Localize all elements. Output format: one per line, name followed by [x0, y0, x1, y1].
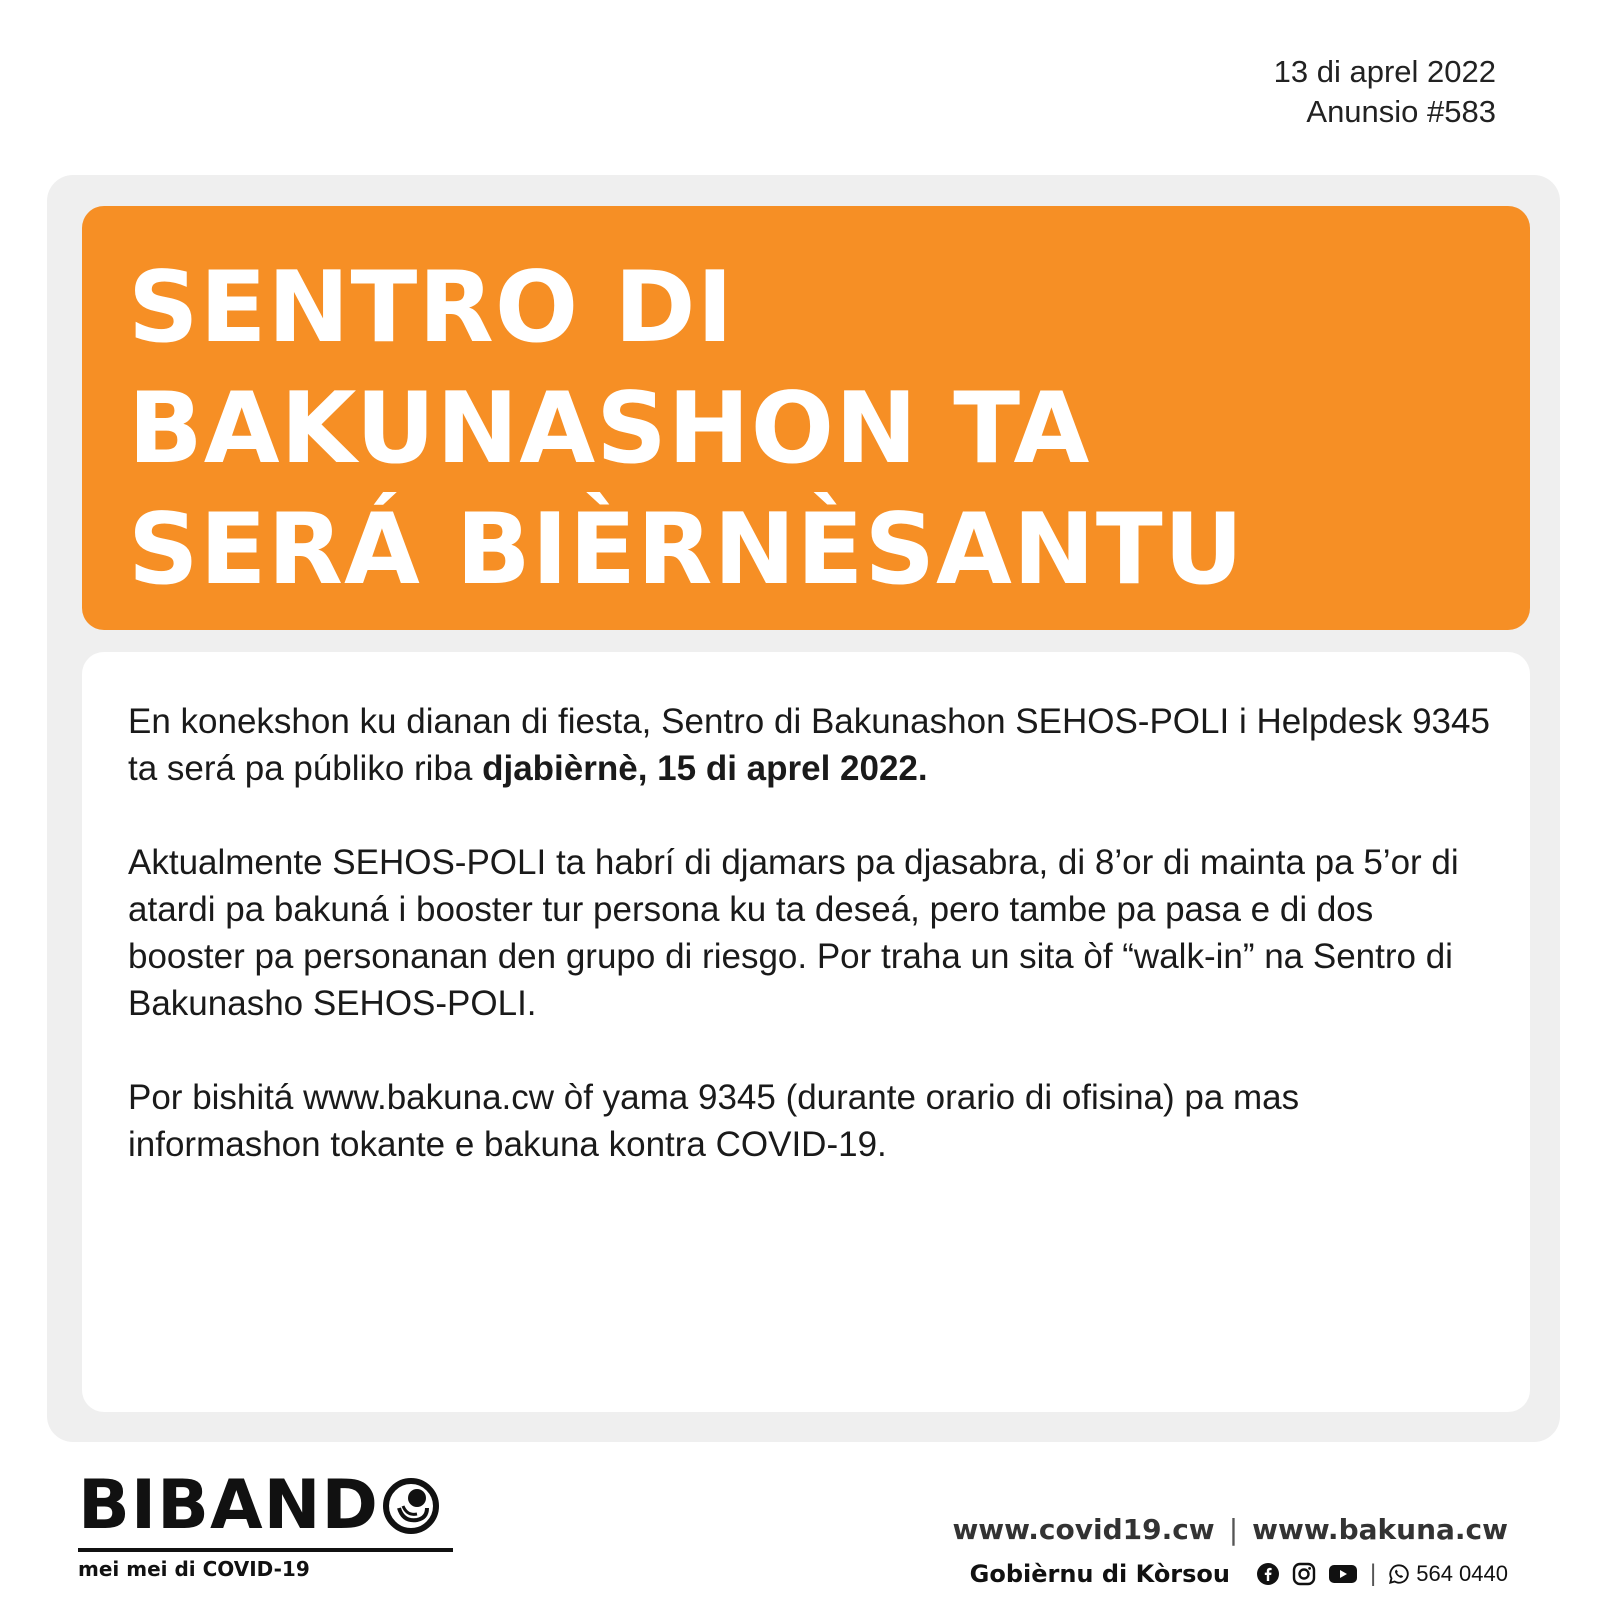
footer-urls: [952, 1510, 1508, 1550]
footer-contact: [952, 1510, 1508, 1594]
url-separator: |: [1228, 1513, 1239, 1546]
logo-tagline: mei mei di COVID-19: [78, 1557, 310, 1581]
announcement-date: 13 di aprel 2022: [1273, 54, 1496, 89]
closure-date: djabièrnè, 15 di aprel 2022.: [482, 749, 928, 788]
headline-line-2: BAKUNASHON TA: [128, 372, 1091, 486]
announcement-body: [82, 652, 1530, 1412]
phone-separator: |: [1370, 1560, 1377, 1587]
logo-word: BIBAND: [78, 1466, 379, 1545]
social-icons: [1256, 1562, 1358, 1586]
announcement-meta: [1274, 52, 1496, 132]
facebook-icon[interactable]: [1256, 1562, 1280, 1586]
bibando-logo: [78, 1466, 453, 1584]
youtube-icon[interactable]: [1328, 1562, 1358, 1586]
whatsapp-icon: [1388, 1563, 1410, 1585]
logo-o-mark-icon: [381, 1476, 441, 1536]
covid19-link[interactable]: www.covid19.cw: [952, 1513, 1215, 1546]
footer-contact-row: [952, 1554, 1508, 1594]
headline-line-3: SERÁ BIÈRNÈSANTU: [128, 493, 1245, 607]
instagram-icon[interactable]: [1292, 1562, 1316, 1586]
bakuna-link[interactable]: www.bakuna.cw: [1252, 1513, 1508, 1546]
phone-number: 564 0440: [1416, 1561, 1508, 1586]
announcement-number: Anunsio #583: [1306, 94, 1496, 129]
logo-divider: [78, 1548, 453, 1552]
paragraph-closure-text: En konekshon ku dianan di fiesta, Sentro di Bakunashon SEHOS-POLI i Helpdesk 9345 ta será pa públiko riba: [128, 702, 1490, 788]
government-name: Gobièrnu di Kòrsou: [969, 1560, 1230, 1588]
headline-title: [128, 248, 1244, 611]
headline-line-1: SENTRO DI: [128, 251, 735, 365]
body-content: [128, 698, 1498, 1215]
logo-wordmark: [78, 1466, 453, 1545]
paragraph-opening-hours: Aktualmente SEHOS-POLI ta habrí di djamars pa djasabra, di 8’or di mainta pa 5’or di atardi pa bakuná i booster tur persona ku ta deseá, pero tambe pa pasa e di dos booster pa personanan den grupo di riesgo. Por traha un sita òf “walk-in” na Sentro di Bakunasho SEHOS-POLI.: [128, 843, 1459, 1023]
paragraph-more-info: Por bishitá www.bakuna.cw òf yama 9345 (durante orario di ofisina) pa mas informashon tokante e bakuna kontra COVID-19.: [128, 1078, 1300, 1164]
whatsapp-contact[interactable]: [1388, 1561, 1508, 1587]
paragraph-closure: [128, 698, 1498, 792]
headline-banner: [82, 206, 1530, 630]
